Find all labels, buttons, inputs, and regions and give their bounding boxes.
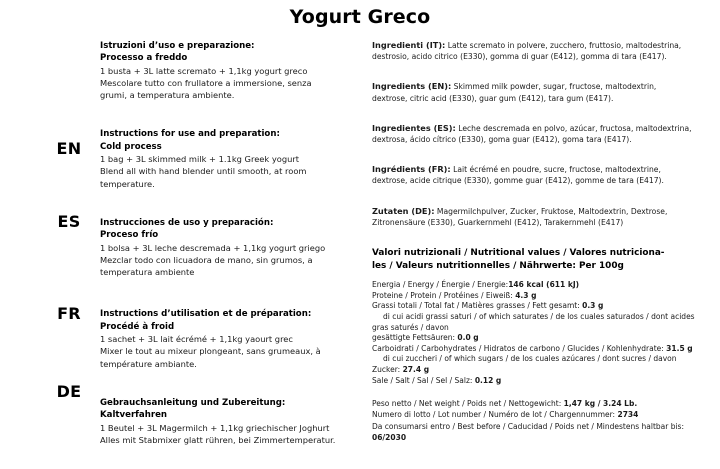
language-tag-en: EN (56, 139, 82, 158)
nutrient-label: Zucker: (372, 364, 403, 374)
ingredients-block-en (372, 81, 702, 103)
nutrition-section (372, 247, 702, 386)
ingredients-text-line2: destrosio, acido citrico (E330), gomma di guar (E412), gomma di tara (E417). (372, 52, 667, 62)
ingredients-language-label: Ingredients (EN): (372, 81, 452, 92)
nutrient-row (372, 365, 702, 376)
nutrient-label: di cui acidi grassi saturi / of which saturates / de los cuales saturados / dont acides (383, 312, 695, 321)
instruction-body (100, 242, 358, 279)
instruction-headline-line1: Istruzioni d’uso e preparazione: (100, 41, 255, 51)
package-detail-label: Numero di lotto / Lot number / Numéro de lot / Chargennummer: (372, 410, 618, 420)
nutrient-label: Proteine / Protein / Protéines / Eiweiß: (372, 290, 516, 300)
instruction-body (100, 65, 358, 102)
ingredients-block-fr (372, 164, 702, 186)
package-detail-value: 2734 (617, 410, 639, 420)
instruction-block-fr (100, 308, 358, 369)
nutrient-value: 0.12 g (474, 375, 502, 385)
instruction-headline-line2: Kaltverfahren (100, 410, 168, 421)
instruction-body-line2: Mescolare tutto con frullatore a immersione, senza (100, 77, 312, 88)
ingredients-text-line2: dextrosa, ácido cítrico (E330), goma guar (E412), goma tara (E417). (372, 135, 632, 145)
package-detail-value: 1,47 kg / 3.24 Lb. (563, 399, 638, 409)
nutrient-row (372, 354, 702, 365)
nutrient-row (372, 376, 702, 387)
ingredients-text-line1: Lait écrémé en poudre, sucre, fructose, maltodextrine, (450, 165, 661, 175)
ingredients-block-de (372, 206, 702, 228)
nutrient-label: Carboidrati / Carbohydrates / Hidratos de carbono / Glucides / Kohlenhydrate: (372, 343, 667, 353)
nutrition-heading-line2: les / Valeurs nutritionnelles / Nährwerte: Per 100g (372, 260, 624, 271)
instruction-body-line2: Alles mit Stabmixer glatt rühren, bei Zimmertemperatur. (100, 434, 336, 445)
package-detail-row (372, 409, 702, 420)
instruction-body-line1: 1 Beutel + 3L Magermilch + 1,1kg griechischer Joghurt (100, 422, 330, 433)
package-detail-label: Peso netto / Net weight / Poids net / Nettogewicht: (372, 399, 564, 409)
nutrient-row (372, 291, 702, 302)
nutrient-value: 0.0 g (457, 333, 479, 343)
ingredients-language-label: Ingredienti (IT): (372, 40, 446, 50)
instruction-headline-line1: Instrucciones de uso y preparación: (100, 217, 274, 228)
instruction-headline (100, 308, 358, 333)
nutrient-row (372, 312, 702, 323)
ingredients-line (372, 40, 702, 51)
nutrient-label: di cui zuccheri / of which sugars / de los cuales azúcares / dont sucres / davon (383, 354, 677, 364)
ingredients-language-label: Zutaten (DE): (372, 205, 435, 216)
nutrient-label: Grassi totali / Total fat / Matières grasses / Fett gesamt: (372, 301, 583, 311)
ingredients-language-label: Ingrédients (FR): (372, 164, 451, 175)
instruction-block-en (100, 128, 358, 189)
ingredients-block-es (372, 123, 702, 145)
nutrient-label: gras saturés / davon (372, 322, 449, 332)
instruction-headline-line2: Cold process (100, 141, 162, 152)
package-detail-row (372, 398, 702, 409)
ingredients-text-line1: Skimmed milk powder, sugar, fructose, maltodextrin, (451, 82, 657, 92)
instruction-body-line3: temperatura ambiente (100, 267, 195, 278)
page-title: Yogurt Greco (289, 6, 431, 28)
ingredients-text-line2: dextrose, citric acid (E330), guar gum (E412), tara gum (E417). (372, 93, 614, 103)
nutrient-value: 4.3 g (515, 290, 537, 300)
ingredients-language-label: Ingredientes (ES): (372, 122, 456, 133)
instruction-block-it (100, 40, 358, 101)
instruction-headline-line1: Instructions d’utilisation et de préparation: (100, 309, 312, 320)
instruction-headline-line2: Procédé à froid (100, 321, 175, 332)
nutrient-value: 27.4 g (402, 364, 430, 374)
ingredients-line (372, 206, 702, 217)
instruction-body-line3: température ambiante. (100, 358, 197, 369)
instruction-headline (100, 40, 358, 65)
ingredients-block-it (372, 40, 702, 62)
nutrient-label: gesättigte Fettsäuren: (372, 333, 458, 343)
nutrition-heading-line1: Valori nutrizionali / Nutritional values / Valores nutriciona- (372, 248, 665, 259)
language-tag-de: DE (56, 382, 82, 401)
package-detail-label: Da consumarsi entro / Best before / Caducidad / Poids net / Mindestens haltbar bis: (372, 421, 684, 431)
ingredients-text-line2: dextrose, acide citrique (E330), gomme guar (E412), gomme de tara (E417). (372, 176, 664, 186)
instruction-headline-line1: Instructions for use and preparation: (100, 129, 280, 140)
instruction-body-line2: Mezclar todo con licuadora de mano, sin grumos, a (100, 254, 313, 265)
product-info-column (372, 40, 702, 443)
nutrient-row (372, 280, 702, 291)
instruction-headline (100, 217, 358, 242)
nutrient-value: 0.3 g (582, 301, 604, 311)
ingredients-text-line2: Zitronensäure (E330), Guarkernmehl (E412), Tarakernmehl (E417) (372, 217, 624, 227)
instruction-body-line1: 1 busta + 3L latte scremato + 1,1kg yogurt greco (100, 65, 308, 76)
instruction-body-line2: Blend all with hand blender until smooth, at room (100, 166, 307, 177)
package-detail-row (372, 421, 702, 443)
nutrition-rows (372, 280, 702, 386)
instruction-headline (100, 128, 358, 153)
instruction-headline-line2: Processo a freddo (100, 53, 188, 64)
instruction-body-line1: 1 bag + 3L skimmed milk + 1.1kg Greek yogurt (100, 154, 300, 165)
instructions-column (100, 40, 358, 463)
language-tag-fr: FR (57, 304, 81, 323)
instruction-headline-line2: Proceso frío (100, 230, 159, 241)
package-details (372, 398, 702, 443)
nutrient-row (372, 344, 702, 355)
ingredients-line (372, 164, 702, 175)
instruction-body-line3: grumi, a temperatura ambiente. (100, 90, 235, 101)
instruction-headline (100, 397, 358, 422)
instruction-body-line3: temperature. (100, 178, 155, 189)
nutrient-label: Sale / Salt / Sal / Sel / Salz: (372, 375, 475, 385)
ingredients-text-line1: Magermilchpulver, Zucker, Fruktose, Maltodextrin, Dextrose, (434, 206, 668, 216)
ingredients-text-line1: Latte scremato in polvere, zucchero, fruttosio, maltodestrina, (445, 41, 682, 50)
instruction-body (100, 333, 358, 370)
instruction-body (100, 153, 358, 190)
ingredients-text-line1: Leche descremada en polvo, azúcar, fructosa, maltodextrina, (455, 123, 692, 133)
instruction-body (100, 422, 358, 447)
nutrient-row (372, 333, 702, 344)
ingredients-line (372, 123, 702, 134)
instruction-headline-line1: Gebrauchsanleitung und Zubereitung: (100, 397, 286, 408)
language-tag-es: ES (57, 212, 81, 231)
nutrient-row (372, 301, 702, 312)
instruction-body-line1: 1 bolsa + 3L leche descremada + 1,1kg yogurt griego (100, 242, 326, 253)
instruction-block-es (100, 217, 358, 278)
nutrient-value: 31.5 g (666, 343, 693, 353)
ingredients-line (372, 81, 702, 92)
instruction-block-de (100, 397, 358, 446)
package-detail-value: 06/2030 (372, 432, 407, 442)
instruction-body-line2: Mixer le tout au mixeur plongeant, sans grumeaux, à (100, 346, 321, 357)
nutrient-row (372, 323, 702, 334)
nutrient-value: 146 kcal (611 kJ) (508, 280, 580, 290)
nutrient-label: Energia / Energy / Énergie / Energie: (372, 280, 509, 290)
instruction-body-line1: 1 sachet + 3L lait écrémé + 1,1kg yaourt grec (100, 334, 293, 345)
nutrition-heading (372, 247, 702, 272)
